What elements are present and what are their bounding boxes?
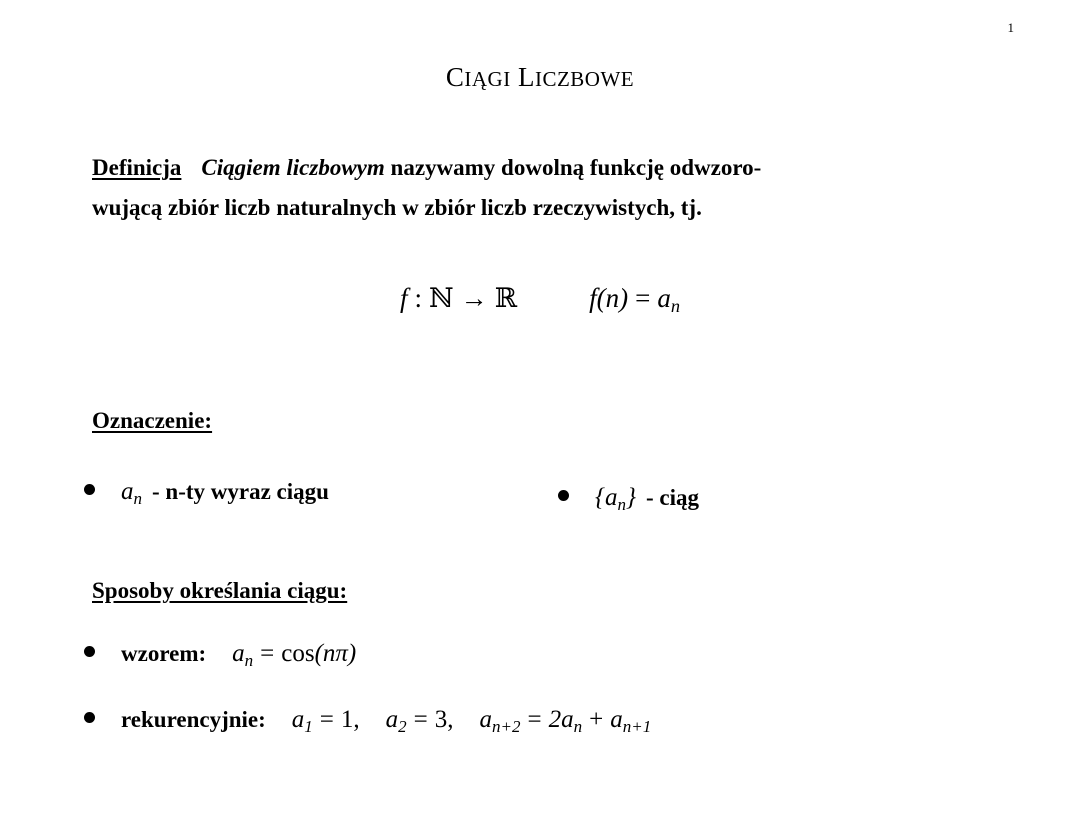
method-recursive-label: rekurencyjnie:: [121, 707, 266, 732]
formula-mapping-rhs: a: [657, 283, 671, 313]
formula-equals: =: [635, 283, 651, 313]
notation-term-math: $a_n$: [121, 478, 142, 508]
formula-codomain: ℝ: [494, 283, 518, 313]
formula-arrow-icon: →: [460, 283, 488, 313]
methods-heading: Sposoby określania ciągu:: [92, 578, 348, 603]
title-word2-capital: L: [517, 62, 535, 92]
notation-sequence-label: - ciąg: [646, 485, 700, 510]
method-formula-math: $a_n = \cos(n\pi)$: [232, 640, 357, 670]
title-word1-capital: C: [445, 62, 465, 92]
formula-mapping-lhs: f(n): [589, 283, 629, 313]
bullet-dot-icon: [558, 490, 569, 501]
title-word2-rest: ICZBOWE: [534, 67, 635, 91]
formula-mapping-rhs-index: n: [670, 296, 681, 317]
method-item-formula: [84, 640, 356, 671]
bullet-dot-icon: [84, 484, 95, 495]
title-word1-rest: IĄGI: [464, 67, 511, 91]
page-title: [0, 62, 1080, 93]
notation-item-sequence: [558, 484, 699, 515]
formula-function-symbol: f: [399, 283, 408, 313]
formula-domain: ℕ: [428, 283, 454, 313]
bullet-dot-icon: [84, 646, 95, 657]
definition-text-line-2: wującą zbiór liczb naturalnych w zbiór liczb rzeczywistych, tj.: [92, 194, 702, 220]
notation-sequence-math: $\{a_n\}$: [595, 484, 636, 514]
method-item-recursive: [84, 706, 651, 737]
bullet-dot-icon: [84, 712, 95, 723]
main-formula: [0, 283, 1080, 317]
page-number: 1: [1007, 20, 1014, 35]
definition-term: Ciągiem liczbowym: [201, 155, 385, 180]
method-formula-label: wzorem:: [121, 641, 207, 666]
formula-colon: :: [414, 283, 422, 313]
definition-text-line-1: nazywamy dowolną funkcję odwzoro-: [390, 155, 762, 180]
notation-term-label: - n-ty wyraz ciągu: [152, 479, 329, 504]
notation-heading: Oznaczenie:: [92, 408, 213, 433]
notation-item-term: [84, 478, 329, 509]
method-recursive-math: $a_1 = 1$, $a_2 = 3$, $a_{n+2} = 2a_n + a_{n+1}$: [291, 706, 652, 736]
definition-label: Definicja: [92, 155, 182, 180]
definition-paragraph: [92, 148, 1022, 227]
